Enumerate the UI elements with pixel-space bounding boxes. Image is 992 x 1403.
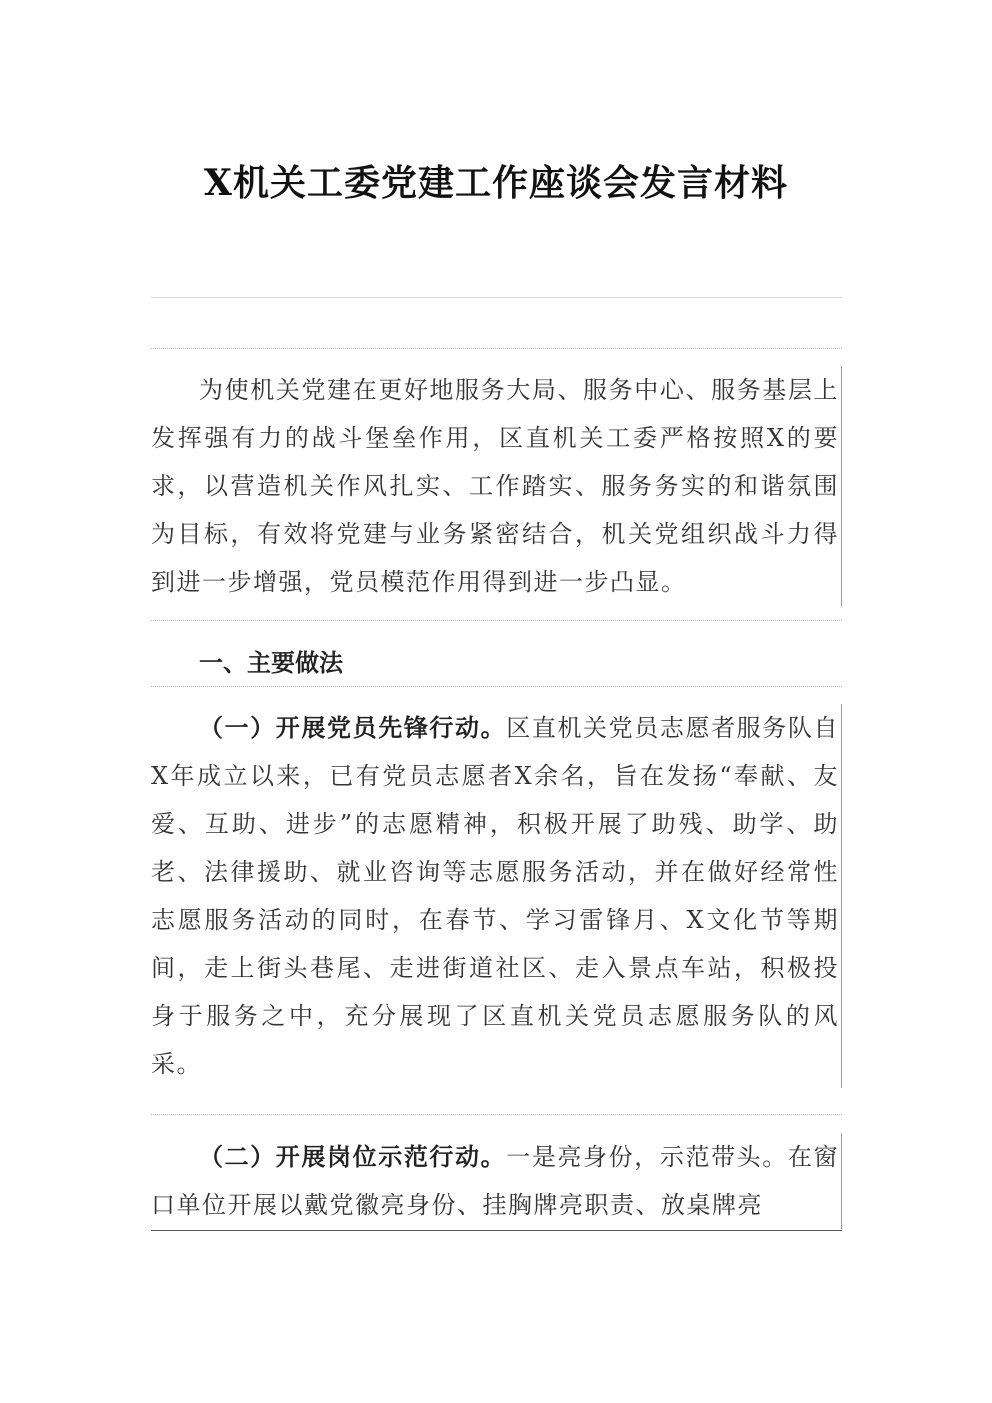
item1-block [151, 704, 842, 1088]
item2-lead: （二）开展岗位示范行动。 [199, 1143, 507, 1171]
divider [151, 620, 842, 621]
item1-lead: （一）开展党员先锋行动。 [199, 714, 507, 742]
item2-paragraph [151, 1133, 842, 1229]
item2-block [151, 1133, 842, 1229]
intro-paragraph: 为使机关党建在更好地服务大局、服务中心、服务基层上发挥强有力的战斗堡垒作用，区直机关工委严格按照X的要求，以营造机关作风扎实、工作踏实、服务务实的和谐氛围为目标，有效将党建与业务紧密结合，机关党组织战斗力得到进一步增强，党员模范作用得到进一步凸显。 [151, 366, 842, 606]
divider [151, 686, 842, 687]
item2-text: 一是亮身份，示范带头。在窗口单位开展以戴党徽亮身份、挂胸牌亮职责、放桌牌亮 [151, 1143, 839, 1219]
item1-text: 区直机关党员志愿者服务队自X年成立以来，已有党员志愿者X余名，旨在发扬“奉献、友爱、互助、进步”的志愿精神，积极开展了助残、助学、助老、法律援助、就业咨询等志愿服务活动，并在做好经常性志愿服务活动的同时，在春节、学习雷锋月、X文化节等期间，走上街头巷尾、走进街道社区、走入景点车站，积极投身于服务之中，充分展现了区直机关党员志愿服务队的风采。 [151, 714, 839, 1078]
item1-paragraph [151, 704, 842, 1088]
divider [151, 297, 842, 298]
document-title: X机关工委党建工作座谈会发言材料 [204, 162, 788, 204]
intro-block [151, 366, 842, 606]
section-heading: 一、主要做法 [199, 649, 343, 677]
divider [151, 348, 842, 349]
divider [151, 1114, 842, 1115]
page-bottom-rule [151, 1230, 842, 1231]
